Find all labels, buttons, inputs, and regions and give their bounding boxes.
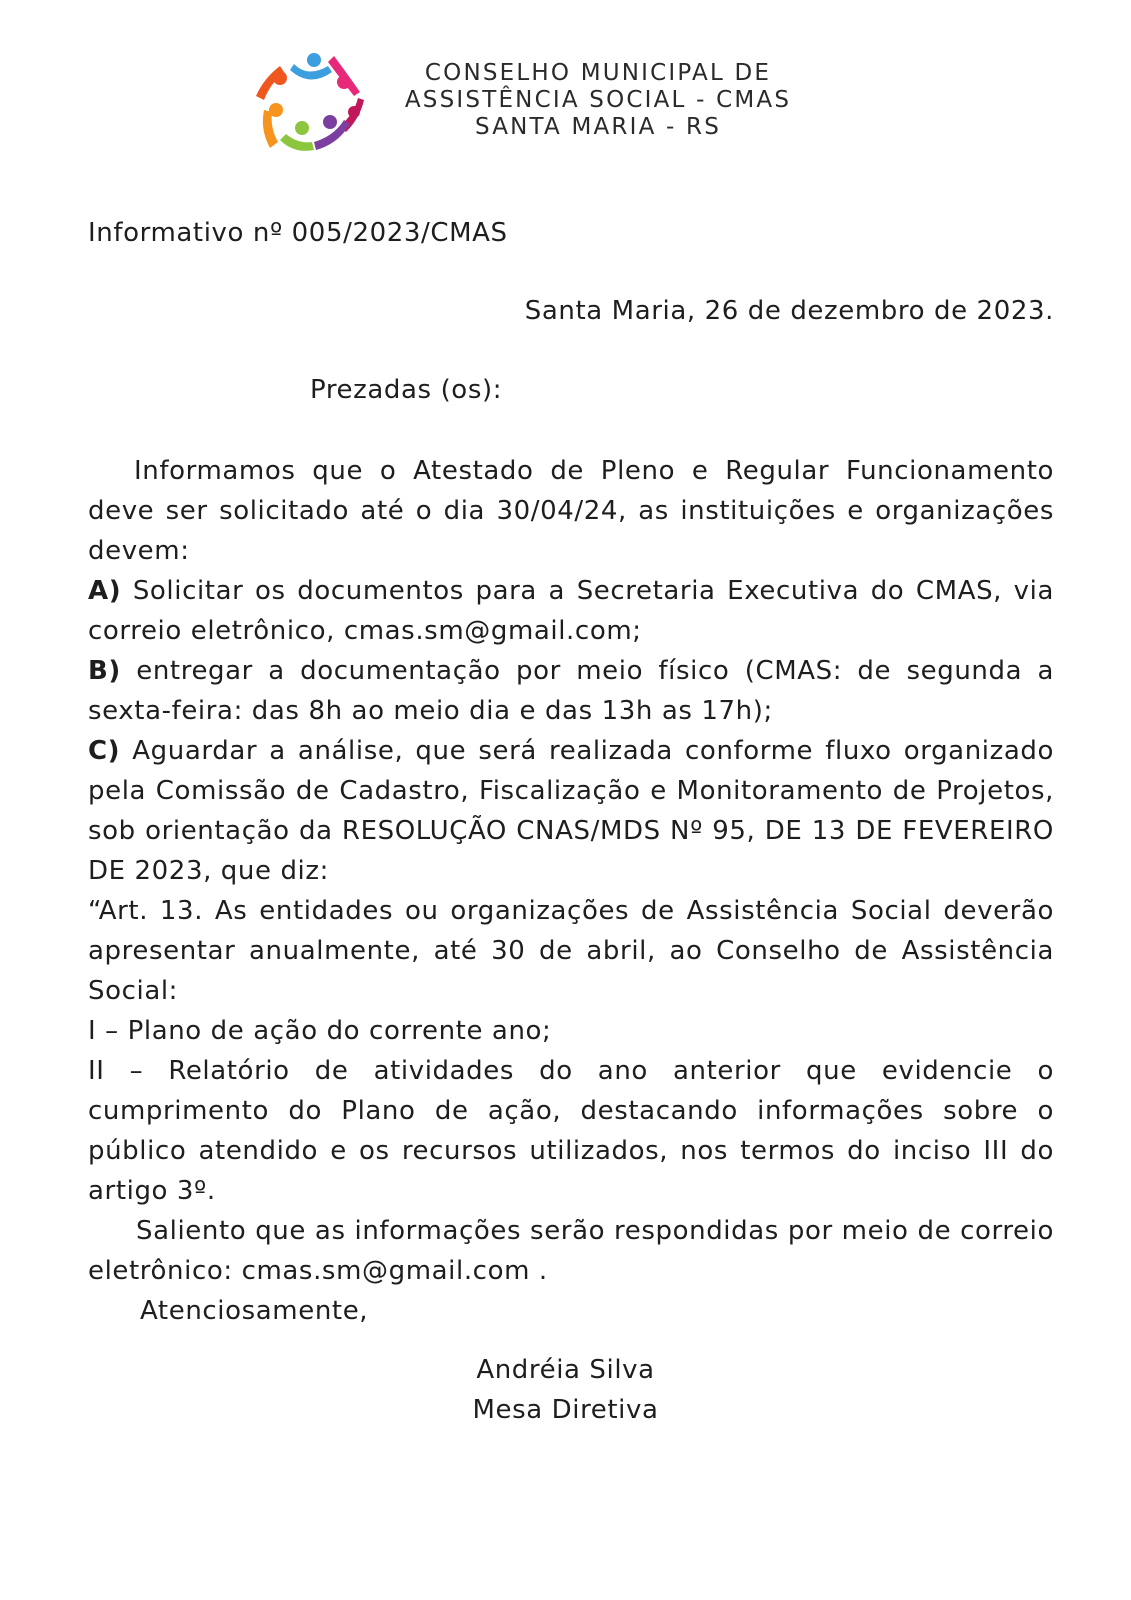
signatory-name: Andréia Silva bbox=[476, 1355, 655, 1385]
intro-paragraph: Informamos que o Atestado de Pleno e Regular Funcionamento deve ser solicitado até o dia 30/04/24, as instituições e organizações devem: bbox=[88, 456, 1054, 566]
item-b-text: entregar a documentação por meio físico (CMAS: de segunda a sexta-feira: das 8h ao meio dia e das 13h as 17h); bbox=[88, 656, 1054, 726]
quote-item-i: I – Plano de ação do corrente ano; bbox=[88, 1016, 552, 1046]
org-name-line-1: CONSELHO MUNICIPAL DE bbox=[424, 60, 772, 86]
quote-article: “Art. 13. As entidades ou organizações de Assistência Social deverão apresentar anualmente, até 30 de abril, ao Conselho de Assistência Social: bbox=[88, 896, 1054, 1006]
quote-item-ii: II – Relatório de atividades do ano anterior que evidencie o cumprimento do Plano de ação, destacando informações sobre o público atendido e os recursos utilizados, nos termos do inciso III do artigo 3º. bbox=[88, 1056, 1054, 1206]
closing-note: Saliento que as informações serão respondidas por meio de correio eletrônico: cmas.sm@gmail.com . bbox=[88, 1216, 1054, 1286]
item-a-marker: A) bbox=[88, 576, 122, 606]
farewell: Atenciosamente, bbox=[140, 1296, 369, 1326]
date-line: Santa Maria, 26 de dezembro de 2023. bbox=[524, 296, 1054, 326]
item-b-marker: B) bbox=[88, 656, 121, 686]
org-name-line-3: SANTA MARIA - RS bbox=[474, 114, 722, 140]
signature-block bbox=[0, 1350, 1131, 1430]
salutation: Prezadas (os): bbox=[310, 375, 503, 405]
item-a-text: Solicitar os documentos para a Secretaria Executiva do CMAS, via correio eletrônico, cmas.sm@gmail.com; bbox=[88, 576, 1054, 646]
letter-body bbox=[88, 451, 1054, 1331]
item-c-text: Aguardar a análise, que será realizada conforme fluxo organizado pela Comissão de Cadastro, Fiscalização e Monitoramento de Projetos, sob orientação da RESOLUÇÃO CNAS/MDS Nº 95, DE 13 DE FEVEREIRO DE 2023, que diz: bbox=[88, 736, 1054, 886]
item-c bbox=[88, 731, 1054, 891]
item-c-marker: C) bbox=[88, 736, 121, 766]
informative-number: Informativo nº 005/2023/CMAS bbox=[88, 218, 508, 248]
letterhead bbox=[250, 44, 850, 164]
people-circle-logo-icon bbox=[250, 48, 368, 156]
item-b bbox=[88, 651, 1054, 731]
org-name-line-2: ASSISTÊNCIA SOCIAL - CMAS bbox=[404, 87, 792, 113]
organization-name bbox=[388, 60, 808, 141]
item-a bbox=[88, 571, 1054, 651]
signatory-role: Mesa Diretiva bbox=[472, 1395, 659, 1425]
